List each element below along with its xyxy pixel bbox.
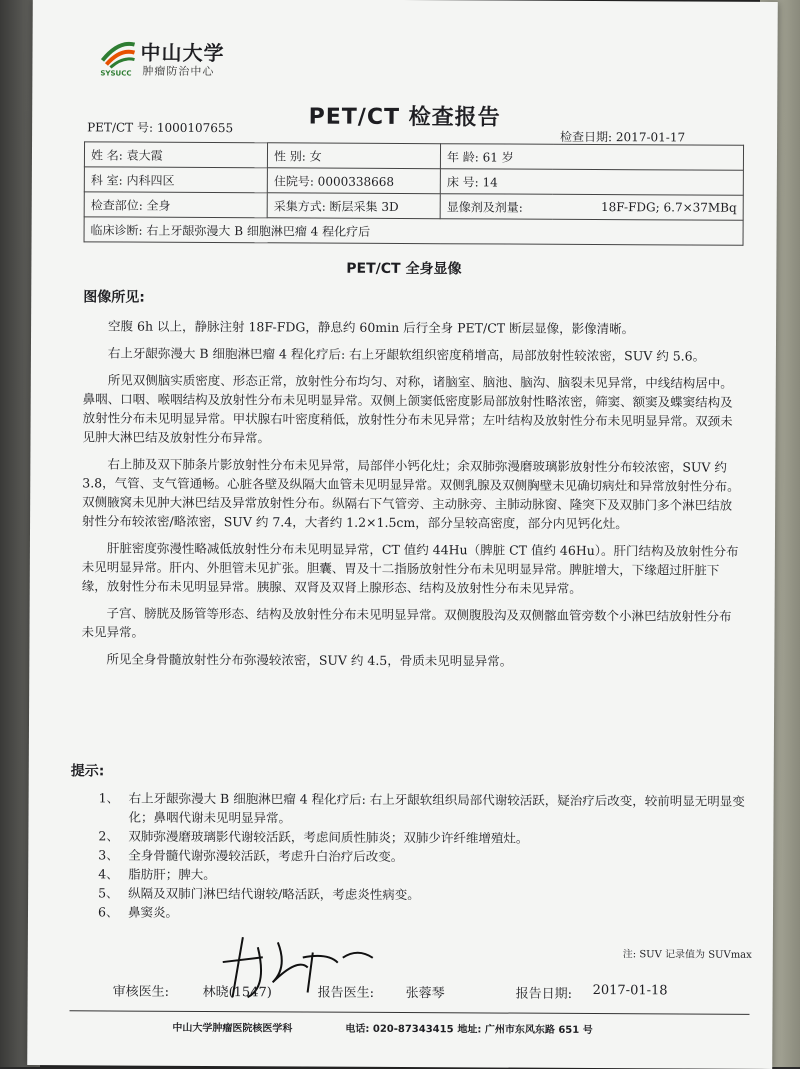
impression-text: 脂肪肝；脾大。 — [128, 866, 216, 883]
patient-age: 年 龄: 61 岁 — [440, 144, 743, 171]
impression-text: 全身骨髓代谢弥漫较活跃，考虑升白治疗后改变。 — [128, 847, 404, 865]
report-date-label: 报告日期: — [515, 986, 573, 1002]
logo-emblem-icon — [100, 38, 136, 68]
impression-item — [98, 788, 748, 829]
findings-paragraph: 所见双侧脑实质密度、形态正常，放射性分布均匀、对称，诸脑室、脑池、脑沟、脑裂未见异常，中线结构居中。鼻咽、口咽、喉咽结构及放射性分布未见明显异常。双侧上颌窦低密度影局部放射性略浓密，筛窦、额窦及蝶窦结构及放射性分布未见明显异常。甲状腺右叶密度稍低，放射性分布未见异常；左叶结构及放射性分布未见明显异常。双颈未见肿大淋巴结及放射性分布异常。 — [82, 372, 733, 446]
findings-body — [81, 316, 743, 679]
footer-department: 中山大学肿瘤医院核医学科 — [172, 1022, 293, 1035]
findings-paragraph: 肝脏密度弥漫性略减低放射性分布未见明显异常，CT 值约 44Hu（脾脏 CT 值约 46Hu）。肝门结构及放射性分布未见明显异常。肝内、外胆管未见扩张。胆囊、胃及十二指肠放射性分布未见明显异常。脾脏增大，下缘超过肝脏下缘，放射性分布未见明显异常。胰腺、双肾及双肾上腺形态、结构及放射性分布未见异常。 — [81, 540, 739, 596]
logo-abbreviation: SYSUCC — [100, 69, 132, 78]
impression-text: 右上牙龈弥漫大 B 细胞淋巴瘤 4 程化疗后: 右上牙龈软组织局部代谢较活跃，疑治疗后改变，较前明显无明显变化；鼻咽代谢未见明显异常。 — [128, 790, 745, 826]
impression-number: 4、 — [98, 866, 119, 882]
footer-address: 地址: 广州市东风东路 651 号 — [457, 1024, 593, 1037]
impression-text: 鼻窦炎。 — [127, 904, 179, 920]
patient-name: 姓 名: 袁大霞 — [84, 142, 267, 168]
impression-text: 纵隔及双肺门淋巴结代谢较/略活跃，考虑炎性病变。 — [128, 885, 420, 903]
patient-info-table — [84, 141, 745, 245]
logo-center-name: 肿瘤防治中心 — [142, 64, 215, 79]
reviewer-name: 林晓(1547) — [202, 984, 272, 1001]
footer-divider — [69, 1010, 749, 1015]
findings-paragraph: 右上牙龈弥漫大 B 细胞淋巴瘤 4 程化疗后: 右上牙龈软组织密度稍增高，局部放射性较浓密，SUV 约 5.6。 — [107, 345, 706, 364]
hospital-logo — [100, 36, 240, 82]
findings-paragraph: 右上肺及双下肺条片影放射性分布未见异常，局部伴小钙化灶；余双肺弥漫磨玻璃影放射性分布较浓密，SUV 约 3.8，气管、支气管通畅。心脏各壁及纵隔大血管未见明显异常。双侧乳腺及双侧胸壁未见确切病灶和异常放射性分布。双侧腋窝未见肿大淋巴结及异常放射性分布。纵隔右下气管旁、主动脉旁、主肺动脉窗、隆突下及双肺门多个淋巴结放射性分布较浓密/略浓密，SUV 约 7.4，大者约 1.2×1.5cm，部分呈较高密度，部分内见钙化灶。 — [82, 456, 740, 532]
findings-paragraph: 子宫、膀胱及肠管等形态、结构及放射性分布未见明显异常。双侧腹股沟及双侧髂血管旁数个小淋巴结放射性分布未见异常。 — [81, 605, 732, 640]
report-date: 2017-01-18 — [592, 983, 668, 999]
reporter-label: 报告医生: — [317, 985, 375, 1001]
impression-list — [98, 788, 749, 924]
findings-heading: 图像所见: — [83, 289, 145, 306]
section-title: PET/CT 全身显像 — [346, 260, 462, 278]
findings-paragraph: 空腹 6h 以上，静脉注射 18F-FDG，静息约 60min 后行全身 PET/CT 断层显像，影像清晰。 — [108, 318, 635, 337]
exam-number: PET/CT 号: 1000107655 — [87, 120, 234, 136]
clinical-diagnosis: 临床诊断: 右上牙龈弥漫大 B 细胞淋巴瘤 4 程化疗后 — [84, 217, 743, 245]
impression-text: 双肺弥漫磨玻璃影代谢较活跃，考虑间质性肺炎；双肺少许纤维增殖灶。 — [128, 828, 529, 846]
tracer-dose: 18F-FDG; 6.7×37MBq — [553, 194, 744, 220]
impression-number: 6、 — [97, 904, 119, 920]
patient-sex: 性 别: 女 — [267, 143, 440, 169]
exam-site: 检查部位: 全身 — [84, 192, 267, 218]
bed-number: 床 号: 14 — [440, 169, 743, 196]
impression-number: 5、 — [98, 885, 119, 901]
inpatient-number: 住院号: 0000338668 — [267, 168, 440, 194]
impression-number: 2、 — [98, 828, 119, 844]
tracer-label: 显像剂及剂量: — [440, 194, 553, 220]
reviewer-label: 审核医生: — [112, 984, 170, 1000]
footer-phone: 电话: 020-87343415 — [345, 1023, 454, 1036]
impression-item — [98, 902, 748, 924]
report-paper — [27, 0, 778, 1069]
patient-department: 科 室: 内科四区 — [84, 167, 267, 193]
impression-number: 3、 — [98, 847, 119, 863]
logo-name: 中山大学 — [140, 40, 225, 66]
findings-paragraph: 所见全身骨髓放射性分布弥漫较浓密，SUV 约 4.5，骨质未见明显异常。 — [106, 651, 513, 669]
suv-note: 注: SUV 记录值为 SUVmax — [622, 949, 752, 961]
exam-date: 检查日期: 2017-01-17 — [560, 129, 686, 145]
reporter-name: 张蓉琴 — [405, 986, 445, 1002]
acquisition-method: 采集方式: 断层采集 3D — [267, 193, 440, 219]
impression-number: 1、 — [98, 790, 120, 806]
impression-heading: 提示: — [70, 763, 105, 780]
report-title: PET/CT 检查报告 — [308, 104, 501, 131]
